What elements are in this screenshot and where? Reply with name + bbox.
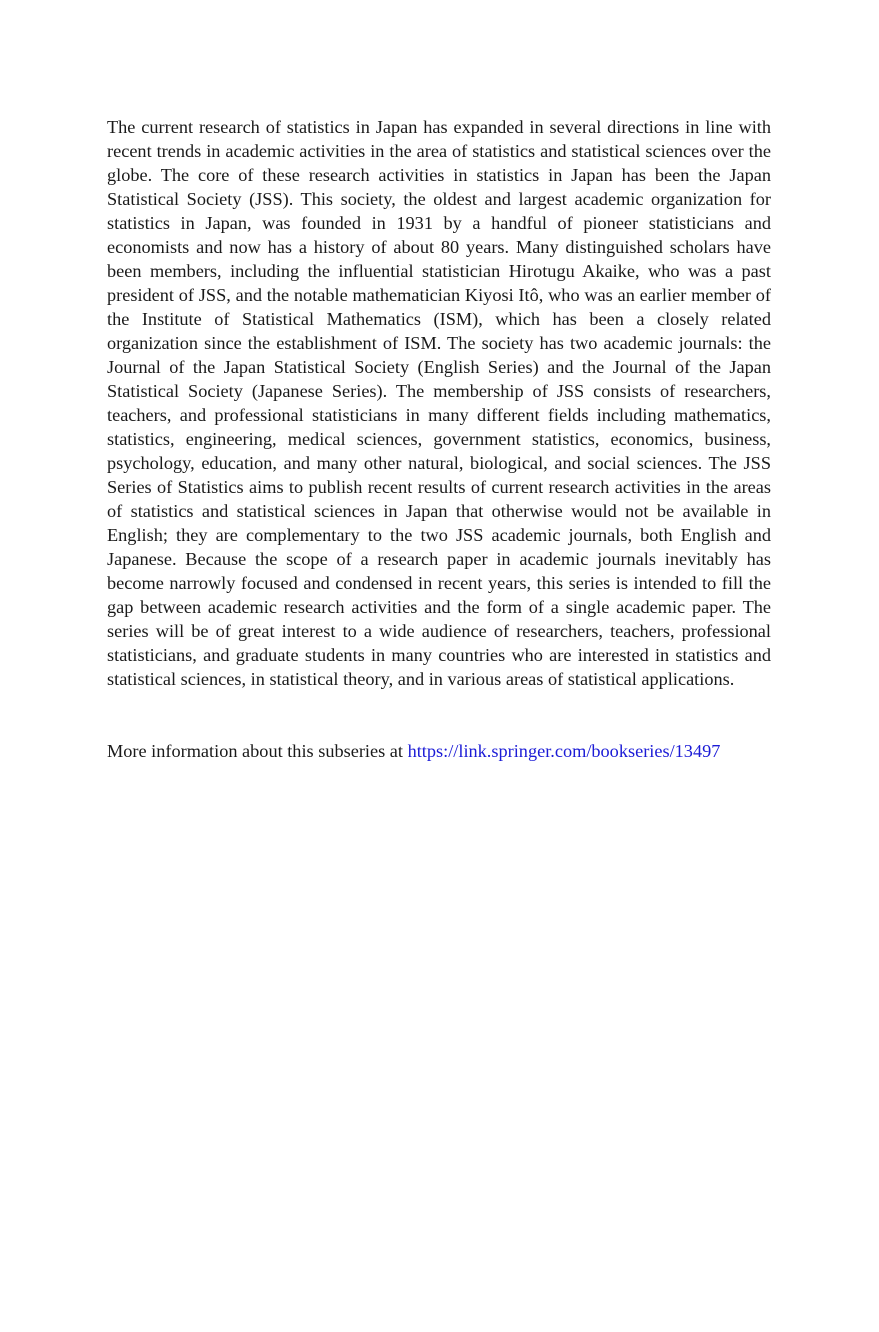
page-content <box>107 115 771 763</box>
more-info-label: More information about this subseries at <box>107 741 408 761</box>
more-info-line <box>107 739 771 763</box>
subseries-link[interactable]: https://link.springer.com/bookseries/13497 <box>407 741 721 761</box>
series-description-paragraph: The current research of statistics in Japan has expanded in several directions in line with recent trends in academic activities in the area of statistics and statistical sciences over the globe. The core of these research activities in statistics in Japan has been the Japan Statistical Society (JSS). This society, the oldest and largest academic organization for statistics in Japan, was founded in 1931 by a handful of pioneer statisticians and economists and now has a history of about 80 years. Many distinguished scholars have been members, including the influential statistician Hirotugu Akaike, who was a past president of JSS, and the notable mathematician Kiyosi Itô, who was an earlier member of the Institute of Statistical Mathematics (ISM), which has been a closely related organization since the establishment of ISM. The society has two academic journals: the Journal of the Japan Statistical Society (English Series) and the Journal of the Japan Statistical Society (Japanese Series). The membership of JSS consists of researchers, teachers, and professional statisticians in many different fields including mathematics, statistics, engineering, medical sciences, government statistics, economics, business, psychology, education, and many other natural, biological, and social sciences. The JSS Series of Statistics aims to publish recent results of current research activities in the areas of statistics and statistical sciences in Japan that otherwise would not be available in English; they are complementary to the two JSS academic journals, both English and Japanese. Because the scope of a research paper in academic journals inevitably has become narrowly focused and condensed in recent years, this series is intended to fill the gap between academic research activities and the form of a single academic paper. The series will be of great interest to a wide audience of researchers, teachers, professional statisticians, and graduate students in many countries who are interested in statistics and statistical sciences, in statistical theory, and in various areas of statistical applications. <box>107 117 771 689</box>
